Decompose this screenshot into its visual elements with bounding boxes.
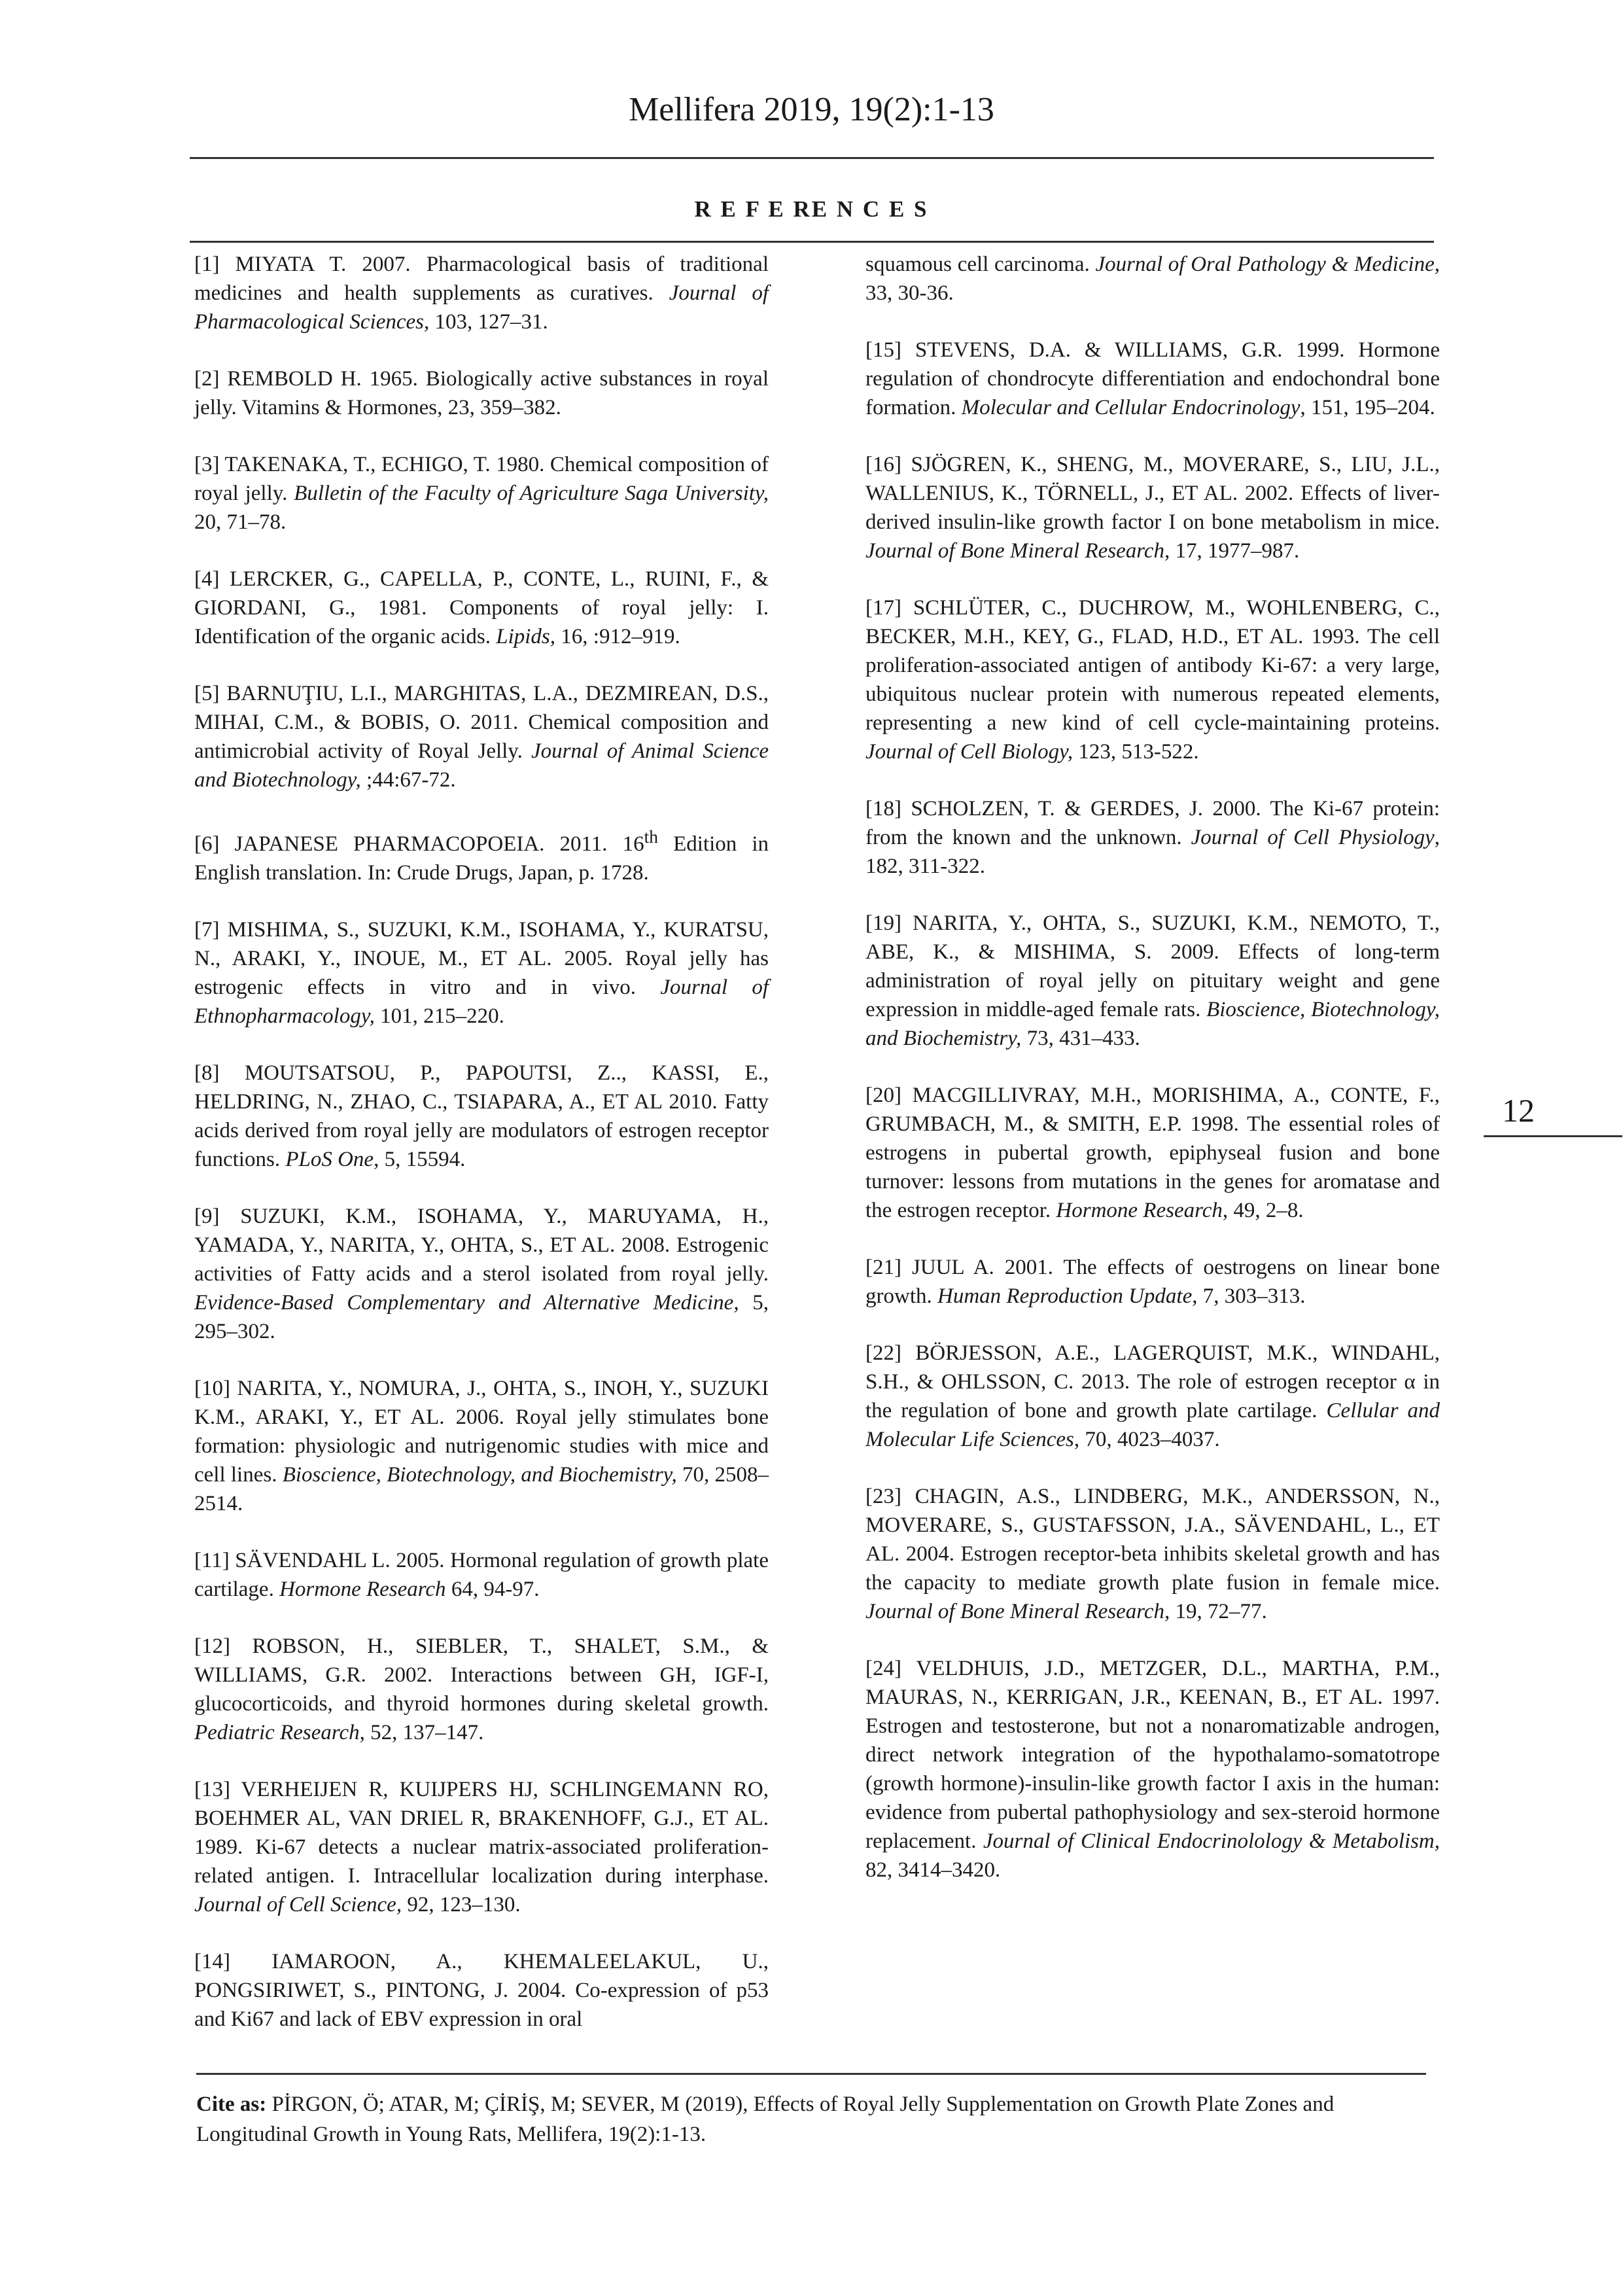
reference-text: [4] LERCKER, G., CAPELLA, P., CONTE, L., RUINI, F., & GIORDANI, G., 1981. Components of royal jelly: I. Identification of the organic acids. bbox=[194, 567, 769, 648]
reference-text: squamous cell carcinoma. bbox=[865, 253, 1096, 276]
reference-journal: Journal of Pharmacological Sciences, bbox=[194, 281, 769, 334]
cite-label: Cite as: bbox=[196, 2093, 267, 2116]
reference-entry bbox=[194, 1202, 769, 1346]
reference-volume-pages: 92, 123–130. bbox=[402, 1893, 521, 1916]
reference-volume-pages: , 5, 15594. bbox=[374, 1148, 466, 1171]
reference-journal: Bioscience, Biotechnology, and Biochemistry, bbox=[282, 1463, 677, 1487]
reference-volume-pages: 20, 71–78. bbox=[194, 510, 287, 534]
reference-journal: Journal of Bone Mineral Research, bbox=[865, 1600, 1170, 1623]
reference-text: [20] MACGILLIVRAY, M.H., MORISHIMA, A., CONTE, F., GRUMBACH, M., & SMITH, E.P. 1998. The essential roles of estrogens in pubertal growth, epiphyseal fusion and bone turnover: lessons from mutations in the genes for aromatase and the estrogen receptor. bbox=[865, 1084, 1440, 1222]
reference-entry bbox=[194, 1632, 769, 1747]
reference-journal: Bioscience, Biotechnology, and Biochemistry, bbox=[865, 998, 1440, 1050]
reference-text: [2] REMBOLD H. 1965. Biologically active substances in royal jelly. Vitamins & Hormones, 23, 359–382. bbox=[194, 367, 769, 419]
reference-entry bbox=[194, 915, 769, 1031]
references-left-column bbox=[194, 250, 769, 2062]
reference-text: [12] ROBSON, H., SIEBLER, T., SHALET, S.M., & WILLIAMS, G.R. 2002. Interactions between GH, IGF-I, glucocorticoids, and thyroid hormones during skeletal growth. bbox=[194, 1634, 769, 1716]
reference-volume-pages: 123, 513-522. bbox=[1073, 740, 1199, 764]
reference-entry bbox=[865, 1339, 1440, 1454]
reference-journal: Human Reproduction Update bbox=[937, 1284, 1193, 1308]
reference-entry bbox=[865, 336, 1440, 422]
reference-volume-pages: 70, 2508–2514. bbox=[194, 1463, 769, 1515]
reference-entry bbox=[194, 1546, 769, 1604]
reference-entry bbox=[194, 822, 769, 887]
reference-journal: Journal of Cell Physiology bbox=[1191, 826, 1435, 849]
reference-volume-pages: , 70, 4023–4037. bbox=[1073, 1428, 1220, 1451]
reference-volume-pages: 64, 94-97. bbox=[445, 1578, 540, 1601]
reference-journal: Journal of Oral Pathology & Medicine, bbox=[1095, 253, 1440, 276]
reference-text: [5] BARNUŢIU, L.I., MARGHITAS, L.A., DEZMIREAN, D.S., MIHAI, C.M., & BOBIS, O. 2011. Chemical composition and antimicrobial activity of Royal Jelly. bbox=[194, 682, 769, 763]
reference-volume-pages: 19, 72–77. bbox=[1170, 1600, 1267, 1623]
reference-entry bbox=[865, 1081, 1440, 1225]
reference-entry bbox=[194, 1059, 769, 1174]
reference-entry bbox=[194, 364, 769, 422]
reference-journal: Journal of Cell Biology, bbox=[865, 740, 1073, 764]
reference-entry bbox=[194, 450, 769, 537]
cite-text: PİRGON, Ö; ATAR, M; ÇİRİŞ, M; SEVER, M (2019), Effects of Royal Jelly Supplementation on Growth Plate Zones and Longitudinal Growth in Young Rats, Mellifera, 19(2):1-13. bbox=[196, 2093, 1335, 2146]
reference-volume-pages: , 52, 137–147. bbox=[359, 1721, 484, 1744]
reference-entry bbox=[194, 565, 769, 651]
reference-volume-pages: 101, 215–220. bbox=[374, 1004, 504, 1028]
reference-journal: Journal of Cell Science, bbox=[194, 1893, 402, 1916]
references-right-column bbox=[865, 250, 1440, 1913]
page-number: 12 bbox=[1502, 1092, 1535, 1129]
reference-entry bbox=[194, 1374, 769, 1518]
reference-text: [13] VERHEIJEN R, KUIJPERS HJ, SCHLINGEMANN RO, BOEHMER AL, VAN DRIEL R, BRAKENHOFF, G.J., ET AL. 1989. Ki-67 detects a nuclear matrix-associated proliferation-related antigen. I. Intracellular localization during interphase. bbox=[194, 1778, 769, 1888]
reference-text: [16] SJÖGREN, K., SHENG, M., MOVERARE, S., LIU, J.L., WALLENIUS, K., TÖRNELL, J., ET AL. 2002. Effects of liver-derived insulin-like growth factor I on bone metabolism in mice. bbox=[865, 453, 1440, 534]
reference-text: [3] TAKENAKA, T., ECHIGO, T. 1980. Chemical composition of royal jelly. bbox=[194, 453, 769, 505]
references-heading-rule bbox=[190, 241, 1434, 243]
reference-text: [9] SUZUKI, K.M., ISOHAMA, Y., MARUYAMA, H., YAMADA, Y., NARITA, Y., OHTA, S., ET AL. 2008. Estrogenic activities of Fatty acids and a sterol isolated from royal jelly. bbox=[194, 1205, 769, 1286]
reference-journal: Bulletin of the Faculty of Agriculture Saga University, bbox=[294, 482, 769, 505]
reference-journal: Hormone Research bbox=[279, 1578, 446, 1601]
reference-volume-pages: , 151, 195–204. bbox=[1300, 396, 1435, 419]
reference-text: [15] STEVENS, D.A. & WILLIAMS, G.R. 1999. Hormone regulation of chondrocyte differentiation and endochondral bone formation. bbox=[865, 338, 1440, 419]
reference-superscript: th bbox=[644, 826, 658, 847]
reference-entry bbox=[865, 1654, 1440, 1884]
reference-entry bbox=[865, 794, 1440, 881]
citation-footer bbox=[196, 2089, 1439, 2149]
reference-volume-pages: 17, 1977–987. bbox=[1170, 539, 1300, 563]
reference-volume-pages: , 182, 311-322. bbox=[865, 826, 1440, 878]
page-number-rule bbox=[1484, 1135, 1622, 1137]
reference-journal: Hormone Research bbox=[1056, 1199, 1223, 1222]
reference-text: [21] JUUL A. 2001. The effects of oestrogens on linear bone growth. bbox=[865, 1256, 1440, 1308]
reference-text: [10] NARITA, Y., NOMURA, J., OHTA, S., INOH, Y., SUZUKI K.M., ARAKI, Y., ET AL. 2006. Royal jelly stimulates bone formation: physiologic and nutrigenomic studies with mice and cell lines. bbox=[194, 1377, 769, 1487]
reference-entry bbox=[194, 1947, 769, 2034]
reference-text: [14] IAMAROON, A., KHEMALEELAKUL, U., PONGSIRIWET, S., PINTONG, J. 2004. Co-expression of p53 and Ki67 and lack of EBV expression in oral bbox=[194, 1950, 769, 2031]
reference-volume-pages: 103, 127–31. bbox=[429, 310, 548, 334]
reference-text: [7] MISHIMA, S., SUZUKI, K.M., ISOHAMA, Y., KURATSU, N., ARAKI, Y., INOUE, M., ET AL. 2005. Royal jelly has estrogenic effects in vitro and in vivo. bbox=[194, 918, 769, 999]
reference-journal: Journal of Bone Mineral Research, bbox=[865, 539, 1170, 563]
reference-volume-pages: , 49, 2–8. bbox=[1222, 1199, 1304, 1222]
header-rule bbox=[190, 157, 1434, 159]
reference-journal: Evidence-Based Complementary and Alternative Medicine, bbox=[194, 1291, 739, 1315]
reference-volume-pages: ;44:67-72. bbox=[360, 768, 456, 792]
reference-entry bbox=[194, 1775, 769, 1919]
reference-entry bbox=[194, 250, 769, 336]
reference-journal: Cellular and Molecular Life Sciences bbox=[865, 1399, 1440, 1451]
reference-entry bbox=[194, 679, 769, 794]
reference-text: [23] CHAGIN, A.S., LINDBERG, M.K., ANDERSSON, N., MOVERARE, S., GUSTAFSSON, J.A., SÄVENDAHL, L., ET AL. 2004. Estrogen receptor-beta inhibits skeletal growth and has the capacity to mediate growth plate fusion in female mice. bbox=[865, 1485, 1440, 1595]
reference-entry bbox=[865, 1253, 1440, 1311]
reference-text: [24] VELDHUIS, J.D., METZGER, D.L., MARTHA, P.M., MAURAS, N., KERRIGAN, J.R., KEENAN, B., ET AL. 1997. Estrogen and testosterone, but not a nonaromatizable androgen, direct network integration of the hypothalamo-somatotrope (growth hormone)-insulin-like growth factor I axis in the human: evidence from pubertal pathophysiology and sex-steroid hormone replacement. bbox=[865, 1657, 1440, 1853]
footer-rule bbox=[196, 2073, 1426, 2075]
reference-journal: Molecular and Cellular Endocrinology bbox=[961, 396, 1300, 419]
reference-text: [11] SÄVENDAHL L. 2005. Hormonal regulation of growth plate cartilage. bbox=[194, 1549, 769, 1601]
reference-journal: Journal of Animal Science and Biotechnology, bbox=[194, 739, 769, 792]
reference-text: [17] SCHLÜTER, C., DUCHROW, M., WOHLENBERG, C., BECKER, M.H., KEY, G., FLAD, H.D., ET AL. 1993. The cell proliferation-associated antigen of antibody Ki-67: a very large, ubiquitous nuclear protein with numerous repeated elements, representing a new kind of cell cycle-maintaining proteins. bbox=[865, 596, 1440, 735]
reference-entry bbox=[865, 593, 1440, 766]
reference-text: Edition in English translation. In: Crude Drugs, Japan, p. 1728. bbox=[194, 832, 769, 885]
reference-text: [1] MIYATA T. 2007. Pharmacological basis of traditional medicines and health supplements as curatives. bbox=[194, 253, 769, 305]
reference-volume-pages: 5, 295–302. bbox=[194, 1291, 769, 1343]
reference-volume-pages: 73, 431–433. bbox=[1021, 1027, 1140, 1050]
reference-text: [22] BÖRJESSON, A.E., LAGERQUIST, M.K., WINDAHL, S.H., & OHLSSON, C. 2013. The role of estrogen receptor α in the regulation of bone and growth plate cartilage. bbox=[865, 1341, 1440, 1422]
reference-text: [19] NARITA, Y., OHTA, S., SUZUKI, K.M., NEMOTO, T., ABE, K., & MISHIMA, S. 2009. Effects of long-term administration of royal jelly on pituitary weight and gene expression in middle-aged female rats. bbox=[865, 911, 1440, 1021]
reference-entry bbox=[865, 909, 1440, 1053]
reference-volume-pages: , 7, 303–313. bbox=[1192, 1284, 1306, 1308]
reference-text: [8] MOUTSATSOU, P., PAPOUTSI, Z.., KASSI, E., HELDRING, N., ZHAO, C., TSIAPARA, A., ET AL 2010. Fatty acids derived from royal jelly are modulators of estrogen receptor functions. bbox=[194, 1061, 769, 1171]
references-heading: R E F E RE N C E S bbox=[694, 196, 929, 222]
reference-entry bbox=[865, 250, 1440, 308]
reference-volume-pages: 16, :912–919. bbox=[555, 625, 680, 648]
reference-entry bbox=[865, 450, 1440, 565]
reference-volume-pages: 33, 30-36. bbox=[865, 281, 954, 305]
reference-text: [18] SCHOLZEN, T. & GERDES, J. 2000. The Ki-67 protein: from the known and the unknown. bbox=[865, 797, 1440, 849]
journal-header: Mellifera 2019, 19(2):1-13 bbox=[629, 91, 994, 128]
reference-journal: Lipids, bbox=[496, 625, 556, 648]
reference-journal: Journal of Clinical Endocrinolology & Metabolism, bbox=[983, 1829, 1440, 1853]
reference-volume-pages: 82, 3414–3420. bbox=[865, 1858, 1001, 1882]
reference-journal: PLoS One bbox=[285, 1148, 374, 1171]
reference-journal: Journal of Ethnopharmacology, bbox=[194, 976, 769, 1028]
reference-text: [6] JAPANESE PHARMACOPOEIA. 2011. 16 bbox=[194, 832, 644, 856]
reference-entry bbox=[865, 1482, 1440, 1626]
reference-journal: Pediatric Research bbox=[194, 1721, 360, 1744]
